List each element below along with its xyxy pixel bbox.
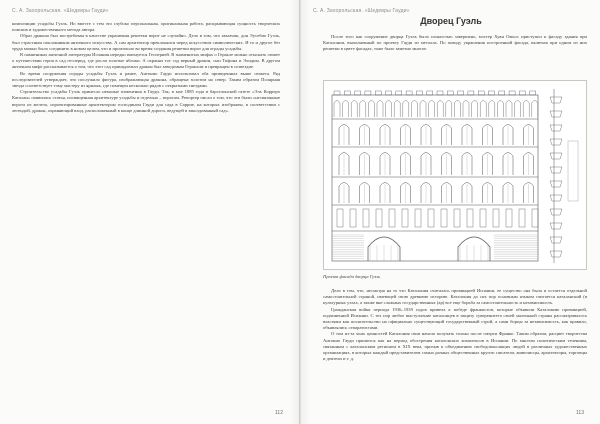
entresol-window bbox=[519, 209, 525, 227]
section-profile bbox=[550, 97, 562, 103]
crenel bbox=[499, 91, 505, 95]
left-paragraph: Образ дракона был востребован в качестве украшения решетки ворот не случайно. Дело в том, что заказчик, дон Эусебио Гуэль, был страстным поклонником античного искусства. А сам архитектор преклонялся перед искусством символических. И то и другое без труда можно было соединить в новом целом, что и произошло во время создания решетки ворот для ограды усадьбы. bbox=[12, 33, 280, 51]
facade-elevation-svg bbox=[324, 81, 586, 269]
section-profile bbox=[550, 167, 562, 173]
right-page bbox=[300, 0, 600, 424]
section-profile bbox=[550, 153, 562, 159]
main-paragraph: Гражданская война периода 1936–1939 годов привела к победе франкистов, которые объявили Каталонию провинцией, подчиненной Испании. С тех пор любое выступление каталонцев в защиту суверенитета своей маленькой страны рассматривалось властями как посягательство на официально существующий государственный строй, а сами борцы за независимость, как правило, объявлялись сепаратистами. bbox=[323, 306, 587, 331]
crenel bbox=[344, 91, 350, 95]
facade-outline bbox=[332, 95, 538, 261]
gallery-arch bbox=[463, 101, 469, 118]
crenel bbox=[375, 91, 381, 95]
entresol-window bbox=[532, 209, 538, 227]
detail-panel bbox=[568, 141, 578, 201]
section-profile bbox=[550, 125, 562, 131]
entresol-window bbox=[493, 209, 499, 227]
intro-paragraph: После того как сооружение дворца Гуэль было полностью завершено, мэстер Хуан Омьос приступил к фасаду здания при Каталонии, выполненный по проекту Гауди из металла. По поводу украшения построенной фасада, включая при одном из них решетки в цвете фасадах, тоже было заметно многое. bbox=[323, 34, 587, 52]
entresol-window bbox=[337, 209, 343, 227]
figure-caption: Проект фасада дворца Гуэль bbox=[323, 274, 381, 279]
gallery-arch bbox=[411, 101, 417, 118]
left-body-text bbox=[12, 21, 280, 114]
section-profile bbox=[550, 181, 562, 187]
gallery-arch bbox=[403, 101, 409, 118]
crenel bbox=[416, 91, 422, 95]
left-paragraph: композиции усадьбы Гуэль. Но вместе с тем это глубоко персональная, оригинальная работа, раскрывающая сущность творческих поисков и художественного метода автора. bbox=[12, 21, 280, 33]
crenel bbox=[365, 91, 371, 95]
gallery-arch bbox=[377, 101, 383, 118]
running-head-right: С. А. Захорольская. «Шедевры Гауди» bbox=[313, 8, 410, 14]
entresol-window bbox=[389, 209, 395, 227]
page-number-right: 113 bbox=[576, 410, 584, 416]
gallery-arch bbox=[472, 101, 478, 118]
left-paragraph: Во время сооружения ограды усадьбы Гуэль и ранее, Антонио Гауди использовал оба приведенных выше сюжета. Ряд исследователей утверждает, что послужило фигура, изображающая дракона, обращена золотом на север. Таким образом Полярная звезда соответствует тому мастеру из ярнлык, где помещен несколько рядов с открытыми гнездами. bbox=[12, 70, 280, 89]
gallery-arch bbox=[360, 101, 366, 118]
crenel bbox=[509, 91, 515, 95]
page-number-left: 112 bbox=[275, 410, 283, 416]
crenel bbox=[386, 91, 392, 95]
main-text bbox=[323, 288, 587, 362]
running-head-left: С. А. Захорольская. «Шедевры Гауди» bbox=[12, 8, 109, 14]
gallery-arch bbox=[437, 101, 443, 118]
gallery-arch bbox=[334, 101, 340, 118]
intro-text bbox=[323, 34, 587, 53]
gallery-arch bbox=[368, 101, 374, 118]
section-profile bbox=[550, 209, 562, 215]
gallery-arch bbox=[515, 101, 521, 118]
crenel bbox=[458, 91, 464, 95]
entresol-window bbox=[363, 209, 369, 227]
chapter-title: Дворец Гуэль bbox=[420, 16, 482, 26]
gallery-arch bbox=[532, 101, 538, 118]
main-paragraph: О том из-за чьих ценностей Каталония свои начала получать только после смерти Франко. Таким образом, расцвет творчества Антонио Гауди пришелся как на период обострения каталонских комплексов в Испании. По многим политическим течениям, связанным с каталонским регионом в XIX века, призыв к объединению свободомыслящих людей в различных художественных организациях, в которых каждый представителем самых разных общественных кругов: писатели, живописцы, архитекторы, торговцы и деятели и т. д. bbox=[323, 331, 587, 362]
gallery-arch bbox=[480, 101, 486, 118]
crenel bbox=[334, 91, 340, 95]
crenel bbox=[519, 91, 525, 95]
section-profile bbox=[550, 237, 562, 243]
section-profile bbox=[550, 195, 562, 201]
crenel bbox=[468, 91, 474, 95]
entresol-window bbox=[506, 209, 512, 227]
gallery-arch bbox=[489, 101, 495, 118]
gallery-arch bbox=[497, 101, 503, 118]
crenel bbox=[447, 91, 453, 95]
gallery-arch bbox=[420, 101, 426, 118]
crenel bbox=[396, 91, 402, 95]
section-profile bbox=[550, 139, 562, 145]
gallery-arch bbox=[523, 101, 529, 118]
gallery-arch bbox=[454, 101, 460, 118]
gallery-arch bbox=[386, 101, 392, 118]
entresol-window bbox=[454, 209, 460, 227]
crenel bbox=[437, 91, 443, 95]
entresol-window bbox=[376, 209, 382, 227]
gallery-arch bbox=[506, 101, 512, 118]
facade-drawing bbox=[323, 80, 587, 270]
gallery-arch bbox=[351, 101, 357, 118]
main-paragraph: Дело в том, что, несмотря на то что Каталония считалась провинцией Испании, ее существо она была и остается отдельной самостоятельной страной, имеющей свою древнюю историю. Каталония до сих пор основным языком считается каталанский (в культурных узлах, а также вне сложных государственных (ар) все еще борьба за самостоятельность и независимость. bbox=[323, 288, 587, 306]
entresol-window bbox=[467, 209, 473, 227]
left-paragraph: В памятниках античной литературы Испания нередко именуется Гесперией. В знаменитых мифах о Геракле можно отыскать сюжет о путешествии героя в сад гесперид, где росли золотые яблоки. А охранял тот сад верный дракон, сын Тифона и Эхидны. В другом античном мифе рассказывается о том, что этот сад принадлежал дракон был заведомым Гераклом и превращен в созвездие. bbox=[12, 52, 280, 70]
section-profile bbox=[550, 223, 562, 229]
crenel bbox=[478, 91, 484, 95]
crenel bbox=[406, 91, 412, 95]
entresol-window bbox=[428, 209, 434, 227]
entresol-window bbox=[415, 209, 421, 227]
gallery-arch bbox=[446, 101, 452, 118]
entresol-window bbox=[441, 209, 447, 227]
gallery-arch bbox=[394, 101, 400, 118]
entresol-window bbox=[402, 209, 408, 227]
gallery-arch bbox=[343, 101, 349, 118]
entresol-window bbox=[350, 209, 356, 227]
crenel bbox=[427, 91, 433, 95]
crenel bbox=[489, 91, 495, 95]
gallery-arch bbox=[429, 101, 435, 118]
crenel bbox=[530, 91, 536, 95]
entresol-window bbox=[480, 209, 486, 227]
section-profile bbox=[550, 111, 562, 117]
crenel bbox=[355, 91, 361, 95]
left-paragraph: Строительство усадьбы Гуэль принесло немалые изменения в Гауди. Так, в мае 1885 года в барселонской газете «Эль Корреро Каталан» появилась статья, посвященная архитектуре усадьбы и отдельно – воротам. Репортер писал о том, что эти были «несвязанные ворота из железа, спроектированные архитектором господином Гауди для сада в Саррие, на которых изображен, в соответствии с легендой, дракон, охраняющий вход, расположенный в конце длинной дороги, ведущей в заколдованный сад». bbox=[12, 89, 280, 113]
section-profile bbox=[550, 251, 562, 257]
